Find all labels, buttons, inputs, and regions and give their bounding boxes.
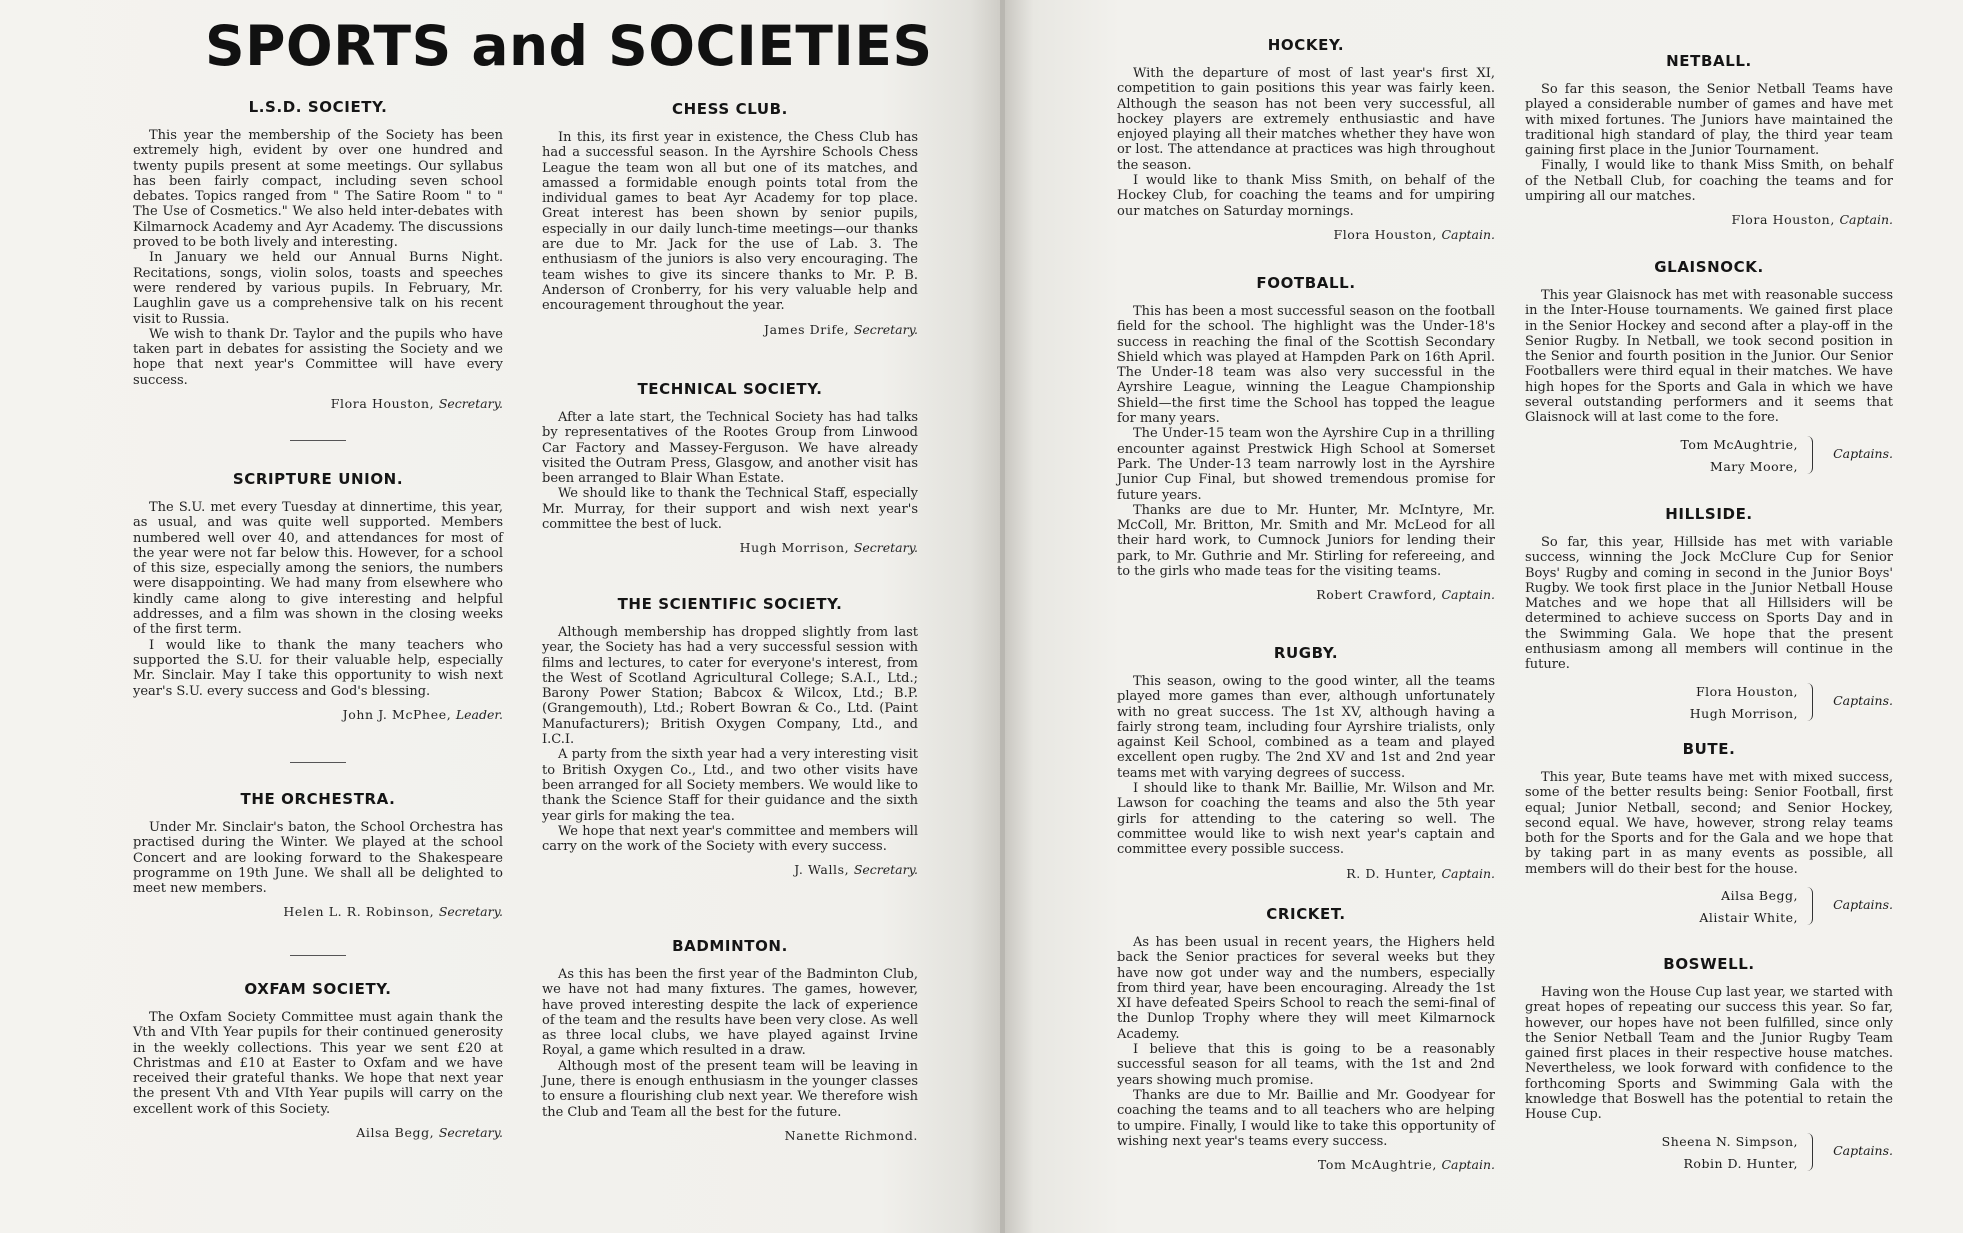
orchestra-body (133, 820, 503, 896)
boswell-section (1525, 955, 1893, 1175)
orchestra-section (133, 790, 503, 919)
signature-role: Captain. (1441, 1157, 1495, 1173)
paragraph: So far this season, the Senior Netball Teams have played a considerable number of games and have met with mixed fortunes. The Juniors have maintained the traditional high standard of play, the third year team gaining first place in the Junior Tournament. (1525, 82, 1893, 159)
paragraph: This year, Bute teams have met with mixed success, some of the better results being: Senior Football, first equal; Junior Netball, second; and Senior Hockey, second equal. We have, however, strong relay teams both for the Sports and for the Gala and we hope that by taking part in as many events as possible, all members will do their best for the house. (1525, 770, 1893, 877)
paragraph: This year Glaisnock has met with reasonable success in the Inter-House tournaments. We gained first place in the Senior Hockey and second after a play-off in the Senior Rugby. In Netball, we took second position in the Senior and fourth position in the Junior. Our Senior Footballers were third equal in their matches. We have high hopes for the Sports and Gala in which we have several outstanding performers and it seems that Glaisnock will at last come to the fore. (1525, 288, 1893, 426)
scripture-union-body (133, 500, 503, 699)
signature-name: Flora Houston, (330, 396, 435, 412)
signature (1117, 227, 1495, 242)
paragraph: Although membership has dropped slightly from last year, the Society has had a very successful session with films and lectures, to cater for everyone's interest, from the West of Scotland Agricultural College; S.A.I., Ltd.; Barony Power Station; Babcox & Wilcox, Ltd.; B.P. (Grangemouth), Ltd.; Robert Bowran & Co., Ltd. (Paint Manufacturers); British Oxygen Company, Ltd., and I.C.I. (542, 625, 918, 748)
captain-name: Ailsa Begg, (1721, 888, 1798, 904)
signature-name: Robert Crawford, (1316, 587, 1437, 603)
right-page (1005, 0, 1963, 1233)
signature (133, 707, 503, 722)
captains-role: Captains. (1833, 445, 1893, 461)
signature-name: Hugh Morrison, (739, 540, 850, 556)
netball-title: NETBALL. (1666, 52, 1752, 70)
bute-title: BUTE. (1682, 740, 1736, 758)
paragraph: I would like to thank the many teachers who supported the S.U. for their valuable help, especially Mr. Sinclair. May I take this opportunity to wish next year's S.U. every success and God's blessing. (133, 637, 503, 699)
signature (542, 540, 918, 555)
paragraph: This year the membership of the Society has been extremely high, evident by over one hundred and twenty pupils present at some meetings. Our syllabus has been fairly compact, including seven school debates. Topics ranged from " The Satire Room " to " The Use of Cosmetics." We also held inter-debates with Kilmarnock Academy and Ayr Academy. The discussions proved to be both lively and interesting. (133, 128, 503, 251)
signature (133, 1125, 503, 1140)
signature-name: Ailsa Begg, (356, 1125, 435, 1141)
cricket-body (1117, 935, 1495, 1149)
scientific-society-section (542, 595, 918, 877)
signature (1117, 1157, 1495, 1172)
captain-name: Tom McAughtrie, (1680, 436, 1798, 452)
paragraph: We wish to thank Dr. Taylor and the pupils who have taken part in debates for assisting the Society and we hope that next year's Committee will have every success. (133, 326, 503, 388)
section-divider (290, 440, 346, 441)
captains-signature (1525, 434, 1893, 478)
badminton-title: BADMINTON. (672, 937, 788, 955)
football-title: FOOTBALL. (1256, 274, 1356, 292)
glaisnock-section (1525, 258, 1893, 478)
paragraph: The Oxfam Society Committee must again thank the Vth and VIth Year pupils for their continued generosity in the weekly collections. This year we sent £20 at Christmas and £10 at Easter to Oxfam and we have received their grateful thanks. We hope that next year the present Vth and VIth Year pupils will carry on the excellent work of this Society. (133, 1010, 503, 1117)
captains-signature (1525, 885, 1893, 929)
brace (1806, 683, 1813, 721)
glaisnock-title: GLAISNOCK. (1654, 258, 1764, 276)
football-body (1117, 304, 1495, 579)
captain-name: Mary Moore, (1710, 458, 1798, 474)
paragraph: Although most of the present team will be leaving in June, there is enough enthusiasm in the younger classes to ensure a flourishing club next year. We therefore wish the Club and Team all the best for the future. (542, 1058, 918, 1120)
signature-role: Secretary. (853, 862, 918, 878)
captains-signature (1525, 681, 1893, 725)
signature-role: Captain. (1441, 865, 1495, 881)
orchestra-title: THE ORCHESTRA. (240, 790, 396, 808)
signature-role: Secretary. (438, 1125, 503, 1141)
paragraph: In this, its first year in existence, the Chess Club has had a successful season. In the Ayrshire Schools Chess League the team won all but one of its matches, and amassed a formidable enough points total from the individual games to beat Ayr Academy for top place. Great interest has been shown by senior pupils, especially in our daily lunch-time meetings—our thanks are due to Mr. Jack for the use of Lab. 3. The enthusiasm of the juniors is also very encouraging. The team wishes to give its sincere thanks to Mr. P. B. Anderson of Cronberry, for his very valuable help and encouragement throughout the year. (542, 130, 918, 314)
scripture-union-title: SCRIPTURE UNION. (232, 470, 404, 488)
scientific-society-title: THE SCIENTIFIC SOCIETY. (617, 595, 843, 613)
boswell-title: BOSWELL. (1663, 955, 1755, 973)
section-divider (290, 762, 346, 763)
rugby-section (1117, 644, 1495, 881)
signature-role: Captain. (1441, 226, 1495, 242)
paragraph: Under Mr. Sinclair's baton, the School Orchestra has practised during the Winter. We played at the school Concert and are looking forward to the Shakespeare programme on 19th June. We shall all be delighted to meet new members. (133, 820, 503, 897)
technical-society-section (542, 380, 918, 555)
brace (1806, 887, 1813, 925)
captains-signature (1525, 1131, 1893, 1175)
lsd-society-body (133, 128, 503, 388)
hillside-title: HILLSIDE. (1665, 505, 1753, 523)
boswell-body (1525, 985, 1893, 1123)
signature-name: R. D. Hunter, (1346, 865, 1437, 881)
paragraph: With the departure of most of last year's first XI, competition to gain positions this year was fairly keen. Although the season has not been very successful, all hockey players are extremely enthusiastic and have enjoyed playing all their matches whether they have won or lost. The attendance at practices was high throughout the season. (1117, 66, 1495, 173)
cricket-section (1117, 905, 1495, 1172)
captains-role: Captains. (1833, 897, 1893, 913)
rugby-title: RUGBY. (1273, 644, 1339, 662)
chess-club-body (542, 130, 918, 314)
signature-name: Helen L. R. Robinson, (283, 904, 435, 920)
badminton-body (542, 967, 918, 1120)
signature (542, 862, 918, 877)
signature-role: Captain. (1839, 212, 1893, 228)
paragraph: Having won the House Cup last year, we started with great hopes of repeating our success this year. So far, however, our hopes have not been fulfilled, since only the Senior Netball Team and the Junior Rugby Team gained first places in their respective house matches. Nevertheless, we look forward with confidence to the forthcoming Sports and Swimming Gala with the knowledge that Boswell has the potential to retain the House Cup. (1525, 985, 1893, 1123)
rugby-body (1117, 674, 1495, 858)
paragraph: This season, owing to the good winter, all the teams played more games than ever, although unfortunately with no great success. The 1st XV, although having a fairly strong team, including four Ayrshire trialists, only against Keil School, combined as a team and played excellent open rugby. The 2nd XV and 1st and 2nd year teams met with varying degrees of success. (1117, 674, 1495, 781)
paragraph: I should like to thank Mr. Baillie, Mr. Wilson and Mr. Lawson for coaching the teams and also the 5th year girls for attending to the catering so well. The committee would like to wish next year's captain and committee every possible success. (1117, 781, 1495, 858)
bute-section (1525, 740, 1893, 929)
lsd-society-title: L.S.D. SOCIETY. (248, 98, 388, 116)
signature-name: Tom McAughtrie, (1317, 1157, 1437, 1173)
hillside-section (1525, 505, 1893, 725)
captains-role: Captains. (1833, 692, 1893, 708)
captain-name: Alistair White, (1699, 910, 1798, 926)
captain-name: Robin D. Hunter, (1683, 1155, 1798, 1171)
captain-names (1699, 885, 1798, 929)
paragraph: After a late start, the Technical Society has had talks by representatives of the Rootes Group from Linwood Car Factory and Massey-Ferguson. We have already visited the Outram Press, Glasgow, and another visit has been arranged to Blair Whan Estate. (542, 410, 918, 487)
chess-club-title: CHESS CLUB. (672, 100, 788, 118)
signature (133, 904, 503, 919)
hockey-title: HOCKEY. (1267, 36, 1345, 54)
paragraph: This has been a most successful season on the football field for the school. The highlight was the Under-18's success in reaching the final of the Scottish Secondary Shield which was played at Hampden Park on 16th April. The Under-18 team was also very successful in the Ayrshire League, winning the League Championship Shield—the first time the School has topped the league for many years. (1117, 304, 1495, 427)
lsd-society-section (133, 98, 503, 411)
netball-body (1525, 82, 1893, 204)
paragraph: I believe that this is going to be a reasonably successful season for all teams, with the 1st and 2nd years showing much promise. (1117, 1042, 1495, 1088)
signature-role: Secretary. (853, 540, 918, 556)
page-headline: SPORTS and SOCIETIES (205, 14, 933, 78)
signature (1117, 866, 1495, 881)
captain-name: Flora Houston, (1695, 683, 1798, 699)
paragraph: A party from the sixth year had a very interesting visit to British Oxygen Co., Ltd., and two other visits have been arranged for all Society members. We would like to thank the Science Staff for their guidance and the sixth year girls for making the tea. (542, 747, 918, 824)
signature-role: Secretary. (438, 396, 503, 412)
paragraph: Thanks are due to Mr. Baillie and Mr. Goodyear for coaching the teams and to all teachers who are helping to umpire. Finally, I would like to take this opportunity of wishing next year's teams every success. (1117, 1087, 1495, 1149)
captain-names (1690, 681, 1798, 725)
technical-society-title: TECHNICAL SOCIETY. (637, 380, 823, 398)
badminton-section (542, 937, 918, 1143)
captain-names (1680, 434, 1798, 478)
section-divider (290, 955, 346, 956)
captains-role: Captains. (1833, 1142, 1893, 1158)
paragraph: As this has been the first year of the Badminton Club, we have not had many fixtures. The games, however, have proved interesting despite the lack of experience of the team and the results have been very close. As well as three local clubs, we have played against Irvine Royal, a game which resulted in a draw. (542, 967, 918, 1059)
scripture-union-section (133, 470, 503, 722)
signature-role: Secretary. (438, 904, 503, 920)
signature (542, 1128, 918, 1143)
signature-name: John J. McPhee, (342, 706, 452, 722)
paragraph: In January we held our Annual Burns Night. Recitations, songs, violin solos, toasts and speeches were rendered by various pupils. In February, Mr. Laughlin gave us a comprehensive talk on his recent visit to Russia. (133, 250, 503, 327)
paragraph: Finally, I would like to thank Miss Smith, on behalf of the Netball Club, for coaching the teams and for umpiring all our matches. (1525, 158, 1893, 205)
paragraph: The S.U. met every Tuesday at dinnertime, this year, as usual, and was quite well supported. Members numbered well over 40, and attendances for most of the year were not far below this. However, for a school of this size, especially among the seniors, the numbers were disappointing. We had many from elsewhere who kindly came along to give interesting and helpful addresses, and a film was shown in the closing weeks of the first term. (133, 500, 503, 638)
signature-name: Flora Houston, (1731, 212, 1835, 228)
brace (1806, 1133, 1813, 1171)
oxfam-body (133, 1010, 503, 1117)
scientific-society-body (542, 625, 918, 854)
captain-name: Sheena N. Simpson, (1661, 1133, 1798, 1149)
paragraph: We hope that next year's committee and members will carry on the work of the Society with every success. (542, 823, 918, 855)
football-section (1117, 274, 1495, 602)
bute-body (1525, 770, 1893, 877)
signature-name: J. Walls, (794, 862, 850, 878)
brace (1806, 436, 1813, 474)
signature (542, 322, 918, 337)
hockey-section (1117, 36, 1495, 242)
hillside-body (1525, 535, 1893, 673)
captain-name: Hugh Morrison, (1689, 705, 1798, 721)
signature-role: Secretary. (853, 321, 918, 337)
paragraph: Thanks are due to Mr. Hunter, Mr. McIntyre, Mr. McColl, Mr. Britton, Mr. Smith and Mr. McLeod for all their hard work, to Cumnock Juniors for lending their park, to Mr. Guthrie and Mr. Stirling for refereeing, and to the girls who made teas for the visiting teams. (1117, 502, 1495, 580)
netball-section (1525, 52, 1893, 227)
signature (1525, 212, 1893, 227)
chess-club-section (542, 100, 918, 337)
technical-society-body (542, 410, 918, 532)
glaisnock-body (1525, 288, 1893, 426)
cricket-title: CRICKET. (1266, 905, 1346, 923)
paragraph: So far, this year, Hillside has met with variable success, winning the Jock McClure Cup for Senior Boys' Rugby and coming in second in the Junior Boys' Rugby. We took first place in the Junior Netball House Matches and we hope that all Hillsiders will be determined to achieve success on Sports Day and in the Swimming Gala. We hope that the present enthusiasm among all members will continue in the future. (1525, 535, 1893, 673)
signature-name: Flora Houston, (1333, 226, 1437, 242)
oxfam-title: OXFAM SOCIETY. (244, 980, 392, 998)
hockey-body (1117, 66, 1495, 219)
paragraph: I would like to thank Miss Smith, on behalf of the Hockey Club, for coaching the teams and for umpiring our matches on Saturday mornings. (1117, 173, 1495, 219)
oxfam-section (133, 980, 503, 1140)
paragraph: We should like to thank the Technical Staff, especially Mr. Murray, for their support and wish next year's committee the best of luck. (542, 486, 918, 533)
captain-names (1662, 1131, 1798, 1175)
signature-role: Captain. (1441, 587, 1495, 603)
signature-role: Leader. (455, 706, 503, 722)
signature-name: Nanette Richmond. (784, 1127, 918, 1143)
signature-name: James Drife, (763, 321, 850, 337)
paragraph: As has been usual in recent years, the Highers held back the Senior practices for several weeks but they have now got under way and the numbers, especially from third year, have been encouraging. Already the 1st XI have defeated Speirs School to reach the semi-final of the Dunlop Trophy where they will meet Kilmarnock Academy. (1117, 935, 1495, 1042)
signature (133, 396, 503, 411)
signature (1117, 587, 1495, 602)
paragraph: The Under-15 team won the Ayrshire Cup in a thrilling encounter against Prestwick High School at Somerset Park. The Under-13 team narrowly lost in the Ayrshire Junior Cup Final, but showed tremendous promise for future years. (1117, 426, 1495, 503)
